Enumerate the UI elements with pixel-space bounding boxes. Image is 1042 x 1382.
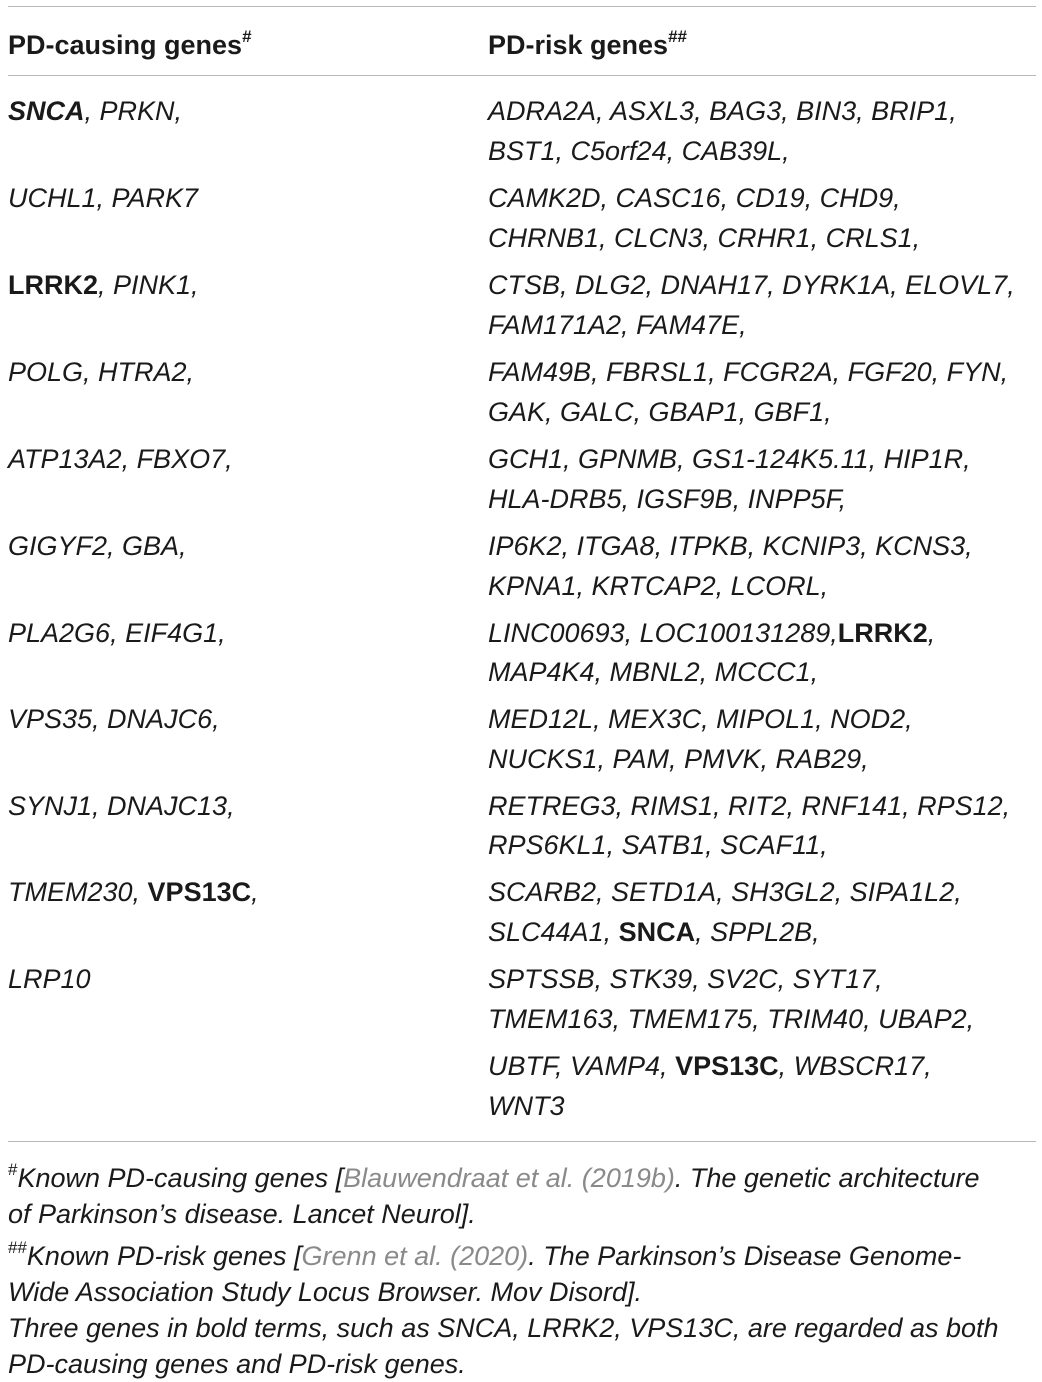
causing-genes-row: POLG, HTRA2,	[8, 357, 195, 387]
gene-text: , WBSCR17,	[778, 1051, 932, 1081]
header-label: PD-causing genes	[8, 30, 243, 60]
risk-genes-line: MED12L, MEX3C, MIPOL1, NOD2,	[488, 704, 913, 734]
risk-genes-line: IP6K2, ITGA8, ITPKB, KCNIP3, KCNS3,	[488, 531, 973, 561]
causing-genes-row: ATP13A2, FBXO7,	[8, 444, 233, 474]
gene-bold: LRRK2	[837, 618, 928, 648]
table-top-rule	[8, 6, 1036, 7]
footnote-mark: #	[8, 1160, 18, 1179]
gene-text: , SPPL2B,	[695, 917, 820, 947]
header-pd-risk-genes	[488, 22, 687, 62]
causing-genes-row: SYNJ1, DNAJC13,	[8, 791, 235, 821]
risk-genes-line: GAK, GALC, GBAP1, GBF1,	[488, 397, 832, 427]
footnote-3: Three genes in bold terms, such as SNCA, LRRK2, VPS13C, are regarded as both	[8, 1313, 999, 1343]
risk-genes-line: FAM171A2, FAM47E,	[488, 310, 747, 340]
risk-genes-line: GCH1, GPNMB, GS1-124K5.11, HIP1R,	[488, 444, 971, 474]
causing-genes-row: VPS35, DNAJC6,	[8, 704, 220, 734]
risk-genes-line: CHRNB1, CLCN3, CRHR1, CRLS1,	[488, 223, 921, 253]
risk-genes-line: CTSB, DLG2, DNAH17, DYRK1A, ELOVL7,	[488, 270, 1015, 300]
causing-genes-row	[8, 92, 182, 131]
risk-genes-line: RPS6KL1, SATB1, SCAF11,	[488, 830, 828, 860]
causing-genes-row: UCHL1, PARK7	[8, 183, 199, 213]
gene-bold: SNCA	[8, 96, 85, 126]
header-footnote-mark: #	[242, 27, 252, 46]
risk-genes-line	[488, 614, 935, 653]
risk-genes-line: TMEM163, TMEM175, TRIM40, UBAP2,	[488, 1004, 975, 1034]
risk-genes-line: SPTSSB, STK39, SV2C, SYT17,	[488, 964, 883, 994]
gene-bold: VPS13C	[675, 1051, 779, 1081]
causing-genes-row: LRP10	[8, 964, 91, 994]
footnote-2-cont: Wide Association Study Locus Browser. Mov Disord].	[8, 1277, 642, 1307]
header-rule	[8, 75, 1036, 76]
table-footnotes	[8, 1154, 1038, 1382]
risk-genes-line	[488, 1047, 932, 1086]
header-pd-causing-genes	[8, 22, 252, 62]
footnote-3-cont: PD-causing genes and PD-risk genes.	[8, 1349, 466, 1379]
gene-text: UBTF, VAMP4,	[488, 1051, 676, 1081]
reference-link[interactable]: Blauwendraat et al. (2019b)	[343, 1163, 675, 1193]
gene-bold: LRRK2	[8, 270, 99, 300]
causing-genes-row	[8, 873, 259, 912]
gene-text: ,	[927, 618, 936, 648]
risk-genes-line: WNT3	[488, 1091, 565, 1121]
risk-genes-line	[488, 913, 820, 952]
risk-genes-line: HLA-DRB5, IGSF9B, INPP5F,	[488, 484, 847, 514]
header-footnote-mark: ##	[668, 27, 687, 46]
footnote-text: Known PD-risk genes [	[26, 1241, 302, 1271]
gene-text: , PINK1,	[98, 270, 199, 300]
header-label: PD-risk genes	[488, 30, 669, 60]
footnote-text: Known PD-causing genes [	[17, 1163, 344, 1193]
causing-genes-row: GIGYF2, GBA,	[8, 531, 187, 561]
gene-text: , PRKN,	[84, 96, 183, 126]
footnote-mark: ##	[8, 1238, 27, 1257]
risk-genes-line: FAM49B, FBRSL1, FCGR2A, FGF20, FYN,	[488, 357, 1009, 387]
table-bottom-rule	[8, 1141, 1036, 1142]
risk-genes-line: KPNA1, KRTCAP2, LCORL,	[488, 571, 829, 601]
footnote-1	[8, 1154, 1038, 1196]
footnote-text: . The genetic architecture	[674, 1163, 980, 1193]
gene-text: TMEM230,	[8, 877, 148, 907]
risk-genes-line: BST1, C5orf24, CAB39L,	[488, 136, 790, 166]
footnote-text: . The Parkinson’s Disease Genome-	[528, 1241, 962, 1271]
risk-genes-line: NUCKS1, PAM, PMVK, RAB29,	[488, 744, 869, 774]
risk-genes-line: ADRA2A, ASXL3, BAG3, BIN3, BRIP1,	[488, 96, 957, 126]
gene-bold: SNCA	[618, 917, 696, 947]
gene-text: ,	[251, 877, 259, 907]
gene-bold: VPS13C	[147, 877, 252, 907]
causing-genes-row	[8, 266, 199, 305]
footnote-1-cont: of Parkinson’s disease. Lancet Neurol].	[8, 1199, 476, 1229]
gene-text: LINC00693, LOC100131289,	[488, 618, 838, 648]
reference-link[interactable]: Grenn et al. (2020)	[301, 1241, 529, 1271]
footnote-2	[8, 1232, 1038, 1274]
gene-text: SLC44A1,	[488, 917, 619, 947]
risk-genes-line: CAMK2D, CASC16, CD19, CHD9,	[488, 183, 901, 213]
risk-genes-line: SCARB2, SETD1A, SH3GL2, SIPA1L2,	[488, 877, 962, 907]
risk-genes-line: MAP4K4, MBNL2, MCCC1,	[488, 657, 819, 687]
causing-genes-row: PLA2G6, EIF4G1,	[8, 618, 226, 648]
risk-genes-line: RETREG3, RIMS1, RIT2, RNF141, RPS12,	[488, 791, 1011, 821]
